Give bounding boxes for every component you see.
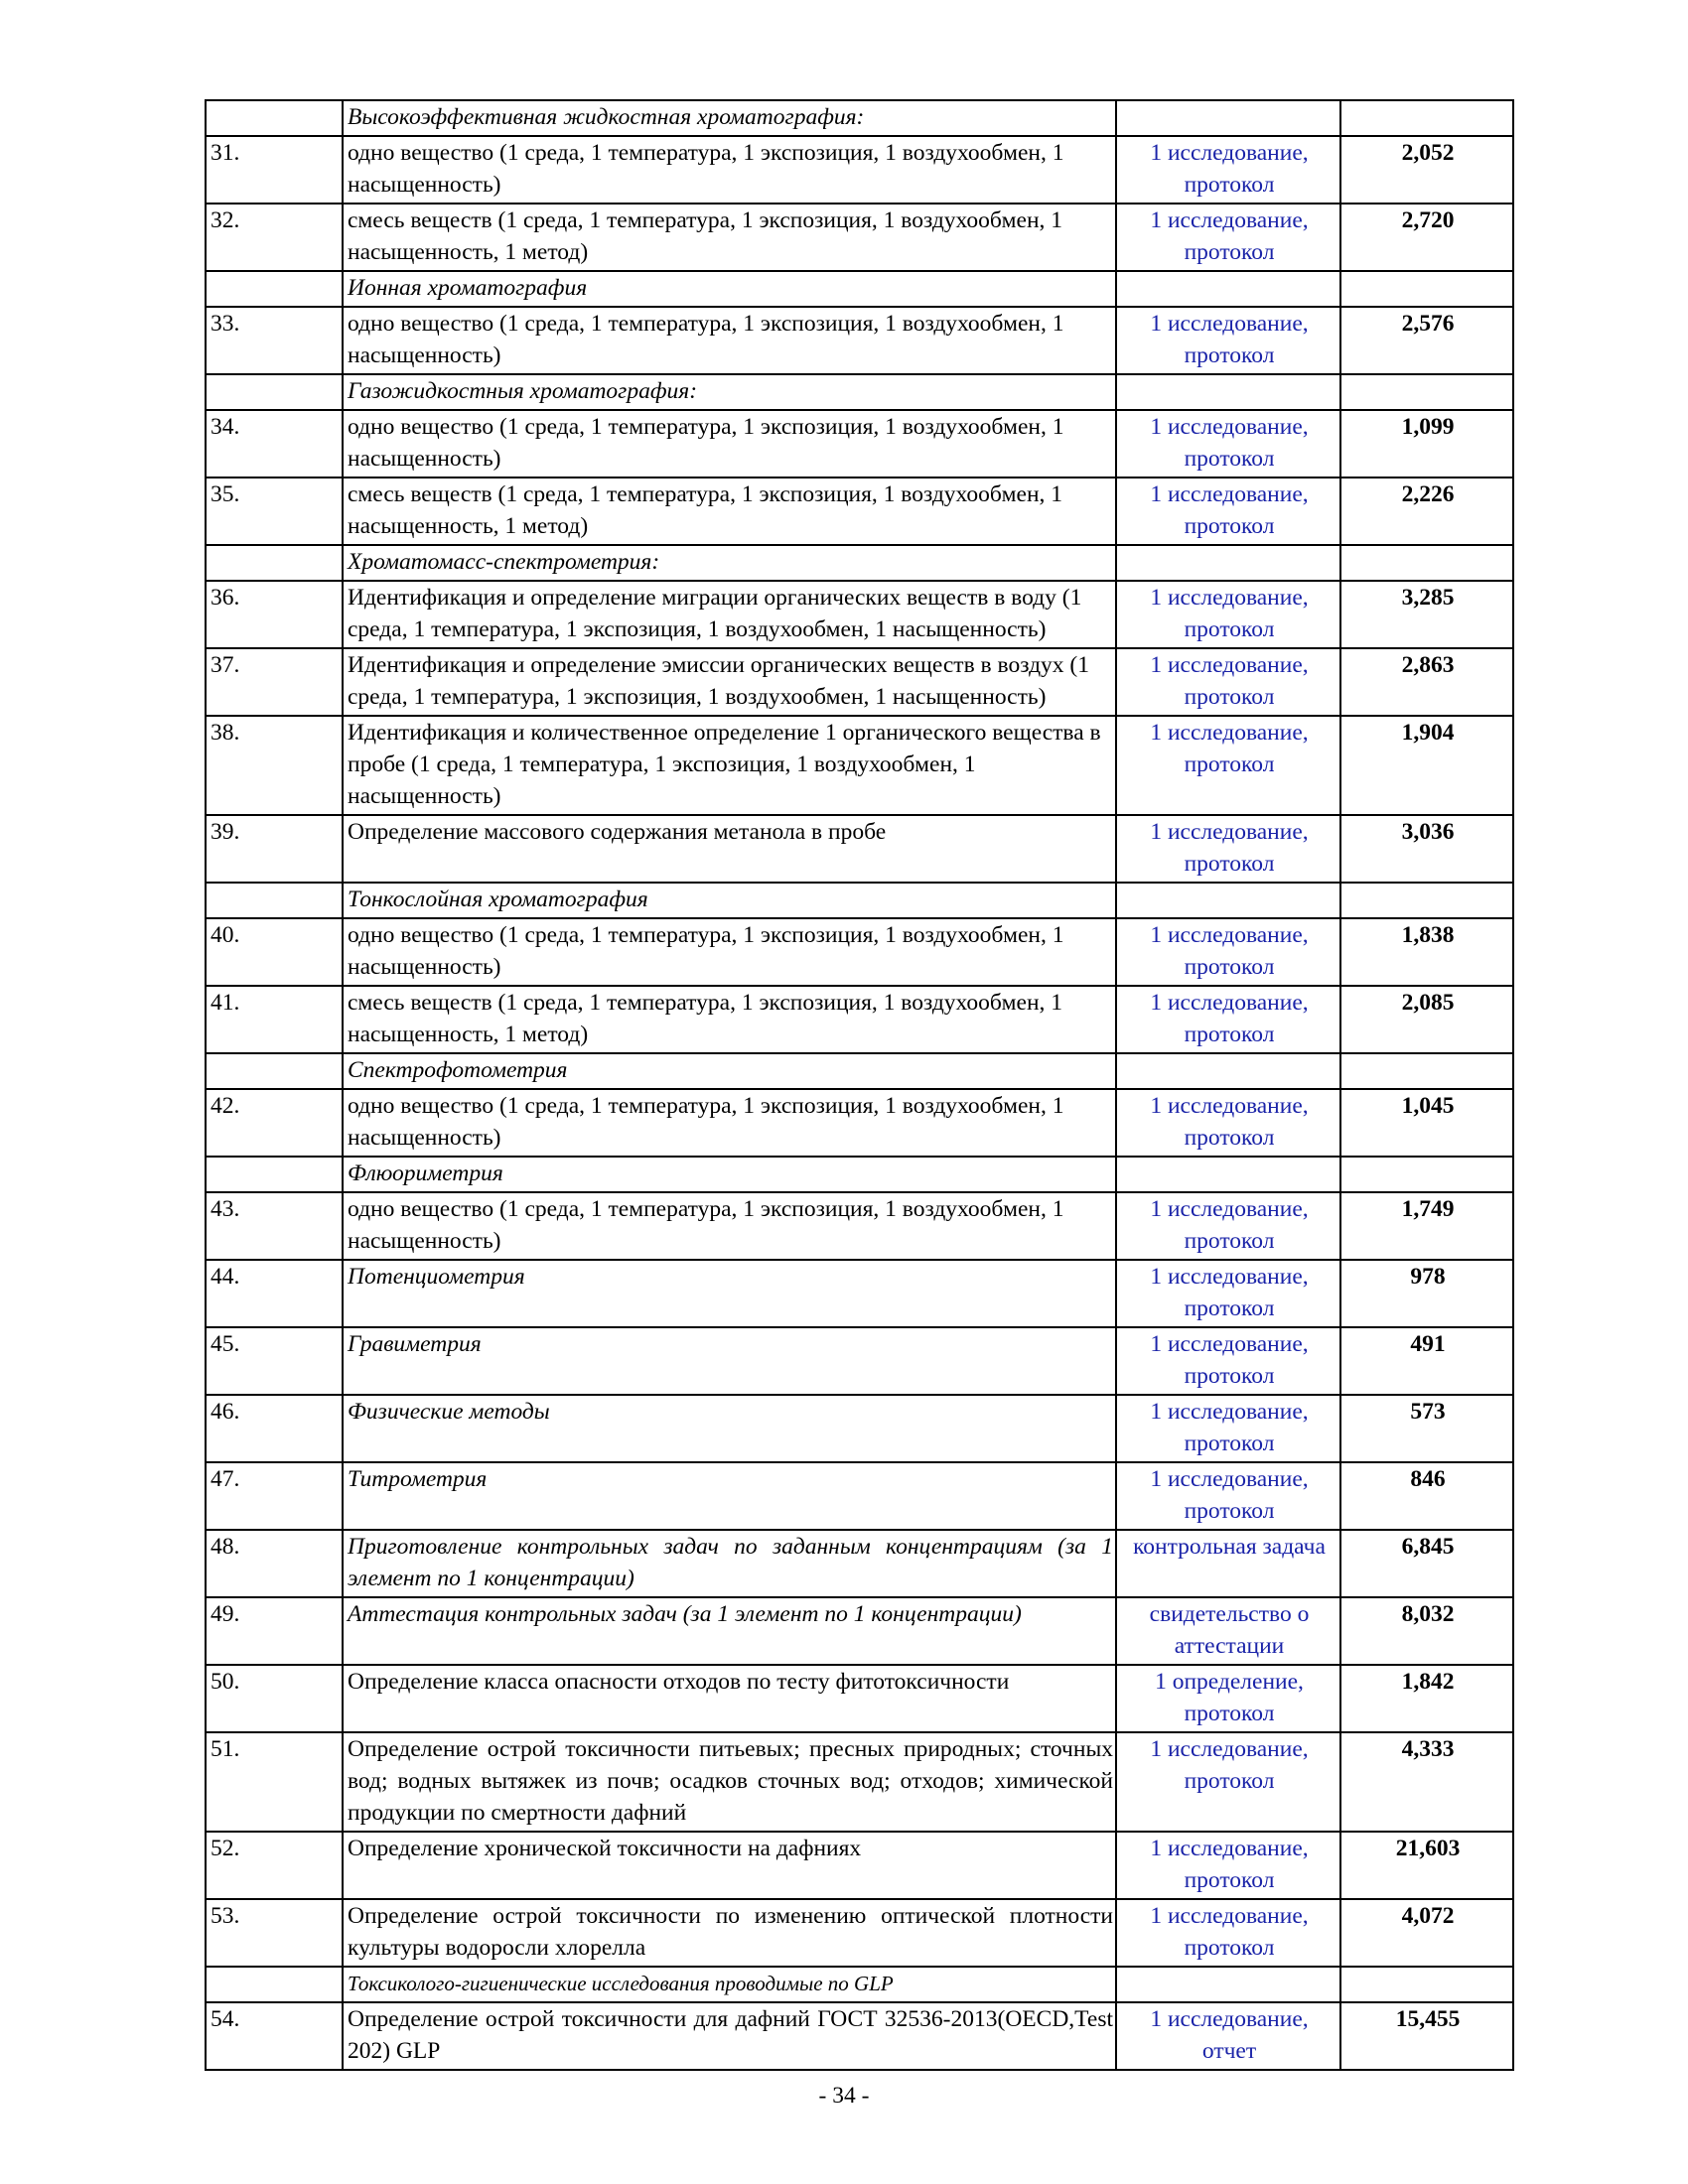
section-title: Ионная хроматография xyxy=(343,271,1116,307)
unit-cell xyxy=(1116,374,1340,410)
price-cell xyxy=(1340,100,1513,136)
item-number: 39. xyxy=(206,815,343,883)
section-title: Газожидкостныя хроматография: xyxy=(343,374,1116,410)
table-row xyxy=(206,307,1513,374)
item-description: одно вещество (1 среда, 1 температура, 1 экспозиция, 1 воздухообмен, 1 насыщенность) xyxy=(343,307,1116,374)
unit-cell xyxy=(1116,100,1340,136)
number-cell xyxy=(206,374,343,410)
item-description: Идентификация и определение эмиссии органических веществ в воздух (1 среда, 1 температура, 1 экспозиция, 1 воздухообмен, 1 насыщенность) xyxy=(343,648,1116,716)
item-price: 4,333 xyxy=(1340,1732,1513,1832)
item-number: 44. xyxy=(206,1260,343,1327)
item-number: 54. xyxy=(206,2002,343,2070)
item-description: одно вещество (1 среда, 1 температура, 1 экспозиция, 1 воздухообмен, 1 насыщенность) xyxy=(343,136,1116,204)
item-unit: 1 исследование, протокол xyxy=(1116,918,1340,986)
unit-cell xyxy=(1116,271,1340,307)
item-description: Гравиметрия xyxy=(343,1327,1116,1395)
item-unit: 1 исследование, протокол xyxy=(1116,1192,1340,1260)
section-title: Флюориметрия xyxy=(343,1157,1116,1192)
item-price: 491 xyxy=(1340,1327,1513,1395)
section-title: Хроматомасс-спектрометрия: xyxy=(343,545,1116,581)
table-row xyxy=(206,1899,1513,1967)
item-price: 1,838 xyxy=(1340,918,1513,986)
item-number: 51. xyxy=(206,1732,343,1832)
section-title: Токсиколого-гигиенические исследования проводимые по GLP xyxy=(343,1967,1116,2002)
item-price: 846 xyxy=(1340,1462,1513,1530)
item-description: Определение класса опасности отходов по тесту фитотоксичности xyxy=(343,1665,1116,1732)
item-number: 31. xyxy=(206,136,343,204)
item-price: 1,904 xyxy=(1340,716,1513,815)
unit-cell xyxy=(1116,1967,1340,2002)
table-row xyxy=(206,648,1513,716)
table-row xyxy=(206,986,1513,1053)
item-unit: 1 исследование, протокол xyxy=(1116,1327,1340,1395)
item-price: 2,052 xyxy=(1340,136,1513,204)
item-price: 2,863 xyxy=(1340,648,1513,716)
item-price: 6,845 xyxy=(1340,1530,1513,1597)
item-unit: 1 исследование, протокол xyxy=(1116,204,1340,271)
item-description: смесь веществ (1 среда, 1 температура, 1 экспозиция, 1 воздухообмен, 1 насыщенность, 1 метод) xyxy=(343,478,1116,545)
item-number: 48. xyxy=(206,1530,343,1597)
table-row xyxy=(206,1732,1513,1832)
price-cell xyxy=(1340,1157,1513,1192)
item-price: 1,749 xyxy=(1340,1192,1513,1260)
item-description: Аттестация контрольных задач (за 1 элемент по 1 концентрации) xyxy=(343,1597,1116,1665)
item-price: 21,603 xyxy=(1340,1832,1513,1899)
item-unit: 1 исследование, протокол xyxy=(1116,1832,1340,1899)
table-row xyxy=(206,1832,1513,1899)
table-row xyxy=(206,1665,1513,1732)
price-cell xyxy=(1340,374,1513,410)
price-cell xyxy=(1340,271,1513,307)
table-row xyxy=(206,581,1513,648)
item-unit: 1 исследование, протокол xyxy=(1116,410,1340,478)
number-cell xyxy=(206,100,343,136)
table-row xyxy=(206,204,1513,271)
item-number: 46. xyxy=(206,1395,343,1462)
item-number: 50. xyxy=(206,1665,343,1732)
item-description: Идентификация и определение миграции органических веществ в воду (1 среда, 1 температура, 1 экспозиция, 1 воздухообмен, 1 насыщенность) xyxy=(343,581,1116,648)
item-unit: 1 исследование, протокол xyxy=(1116,716,1340,815)
item-number: 33. xyxy=(206,307,343,374)
section-title: Спектрофотометрия xyxy=(343,1053,1116,1089)
table-row xyxy=(206,1462,1513,1530)
item-unit: 1 исследование, протокол xyxy=(1116,581,1340,648)
item-price: 2,085 xyxy=(1340,986,1513,1053)
item-description: одно вещество (1 среда, 1 температура, 1 экспозиция, 1 воздухообмен, 1 насыщенность) xyxy=(343,1089,1116,1157)
section-heading-row xyxy=(206,883,1513,918)
item-unit: 1 исследование, отчет xyxy=(1116,2002,1340,2070)
item-number: 34. xyxy=(206,410,343,478)
table-row xyxy=(206,410,1513,478)
item-description: одно вещество (1 среда, 1 температура, 1 экспозиция, 1 воздухообмен, 1 насыщенность) xyxy=(343,1192,1116,1260)
price-cell xyxy=(1340,883,1513,918)
item-unit: 1 исследование, протокол xyxy=(1116,648,1340,716)
table-row xyxy=(206,716,1513,815)
item-description: Определение острой токсичности питьевых; пресных природных; сточных вод; водных вытяжек из почв; осадков сточных вод; отходов; химической продукции по смертности дафний xyxy=(343,1732,1116,1832)
item-unit: 1 исследование, протокол xyxy=(1116,1899,1340,1967)
number-cell xyxy=(206,1053,343,1089)
section-heading-row xyxy=(206,545,1513,581)
item-number: 36. xyxy=(206,581,343,648)
item-price: 573 xyxy=(1340,1395,1513,1462)
item-number: 49. xyxy=(206,1597,343,1665)
item-description: Определение острой токсичности по изменению оптической плотности культуры водоросли хлорелла xyxy=(343,1899,1116,1967)
item-unit: контрольная задача xyxy=(1116,1530,1340,1597)
item-description: одно вещество (1 среда, 1 температура, 1 экспозиция, 1 воздухообмен, 1 насыщенность) xyxy=(343,918,1116,986)
item-number: 45. xyxy=(206,1327,343,1395)
table-row xyxy=(206,1395,1513,1462)
unit-cell xyxy=(1116,1157,1340,1192)
section-heading-row xyxy=(206,100,1513,136)
item-description: Определение хронической токсичности на дафниях xyxy=(343,1832,1116,1899)
item-unit: 1 исследование, протокол xyxy=(1116,136,1340,204)
item-number: 43. xyxy=(206,1192,343,1260)
item-number: 52. xyxy=(206,1832,343,1899)
item-description: Потенциометрия xyxy=(343,1260,1116,1327)
section-heading-row xyxy=(206,271,1513,307)
unit-cell xyxy=(1116,1053,1340,1089)
number-cell xyxy=(206,1157,343,1192)
item-description: Физические методы xyxy=(343,1395,1116,1462)
section-title: Тонкослойная хроматография xyxy=(343,883,1116,918)
item-price: 3,036 xyxy=(1340,815,1513,883)
number-cell xyxy=(206,271,343,307)
item-price: 1,842 xyxy=(1340,1665,1513,1732)
item-unit: 1 исследование, протокол xyxy=(1116,986,1340,1053)
item-unit: 1 исследование, протокол xyxy=(1116,1089,1340,1157)
page-number: - 34 - xyxy=(818,2083,870,2109)
table-row xyxy=(206,478,1513,545)
number-cell xyxy=(206,1967,343,2002)
item-price: 2,576 xyxy=(1340,307,1513,374)
item-price: 978 xyxy=(1340,1260,1513,1327)
item-description: одно вещество (1 среда, 1 температура, 1 экспозиция, 1 воздухообмен, 1 насыщенность) xyxy=(343,410,1116,478)
unit-cell xyxy=(1116,545,1340,581)
item-unit: 1 исследование, протокол xyxy=(1116,1462,1340,1530)
item-unit: 1 исследование, протокол xyxy=(1116,478,1340,545)
item-price: 3,285 xyxy=(1340,581,1513,648)
price-cell xyxy=(1340,545,1513,581)
table-row xyxy=(206,1327,1513,1395)
table-row xyxy=(206,1192,1513,1260)
item-price: 8,032 xyxy=(1340,1597,1513,1665)
table-row xyxy=(206,1260,1513,1327)
section-title: Высокоэффективная жидкостная хроматография: xyxy=(343,100,1116,136)
unit-cell xyxy=(1116,883,1340,918)
item-number: 35. xyxy=(206,478,343,545)
table-row xyxy=(206,918,1513,986)
item-unit: 1 исследование, протокол xyxy=(1116,307,1340,374)
item-number: 38. xyxy=(206,716,343,815)
item-price: 1,045 xyxy=(1340,1089,1513,1157)
item-unit: свидетельство о аттестации xyxy=(1116,1597,1340,1665)
section-heading-row xyxy=(206,1053,1513,1089)
table-row xyxy=(206,2002,1513,2070)
price-table xyxy=(205,99,1514,2071)
price-cell xyxy=(1340,1967,1513,2002)
item-number: 40. xyxy=(206,918,343,986)
item-description: Определение массового содержания метанола в пробе xyxy=(343,815,1116,883)
item-description: смесь веществ (1 среда, 1 температура, 1 экспозиция, 1 воздухообмен, 1 насыщенность, 1 метод) xyxy=(343,986,1116,1053)
item-number: 53. xyxy=(206,1899,343,1967)
section-heading-row xyxy=(206,1967,1513,2002)
number-cell xyxy=(206,545,343,581)
table-row xyxy=(206,1597,1513,1665)
table-row xyxy=(206,815,1513,883)
item-unit: 1 исследование, протокол xyxy=(1116,1395,1340,1462)
table-row xyxy=(206,1089,1513,1157)
item-description: Определение острой токсичности для дафний ГОСТ 32536-2013(OECD,Test 202) GLP xyxy=(343,2002,1116,2070)
item-number: 32. xyxy=(206,204,343,271)
item-unit: 1 исследование, протокол xyxy=(1116,815,1340,883)
item-description: Идентификация и количественное определение 1 органического вещества в пробе (1 среда, 1 температура, 1 экспозиция, 1 воздухообмен, 1 насыщенность) xyxy=(343,716,1116,815)
table-row xyxy=(206,136,1513,204)
item-unit: 1 исследование, протокол xyxy=(1116,1732,1340,1832)
table-body xyxy=(206,100,1513,2070)
item-price: 4,072 xyxy=(1340,1899,1513,1967)
item-description: Приготовление контрольных задач по заданным концентрациям (за 1 элемент по 1 концентрации) xyxy=(343,1530,1116,1597)
item-price: 1,099 xyxy=(1340,410,1513,478)
item-number: 47. xyxy=(206,1462,343,1530)
item-number: 37. xyxy=(206,648,343,716)
item-description: смесь веществ (1 среда, 1 температура, 1 экспозиция, 1 воздухообмен, 1 насыщенность, 1 метод) xyxy=(343,204,1116,271)
item-unit: 1 определение, протокол xyxy=(1116,1665,1340,1732)
item-description: Титрометрия xyxy=(343,1462,1116,1530)
price-cell xyxy=(1340,1053,1513,1089)
item-price: 2,226 xyxy=(1340,478,1513,545)
section-heading-row xyxy=(206,1157,1513,1192)
number-cell xyxy=(206,883,343,918)
item-number: 42. xyxy=(206,1089,343,1157)
item-price: 15,455 xyxy=(1340,2002,1513,2070)
item-number: 41. xyxy=(206,986,343,1053)
item-unit: 1 исследование, протокол xyxy=(1116,1260,1340,1327)
table-row xyxy=(206,1530,1513,1597)
item-price: 2,720 xyxy=(1340,204,1513,271)
section-heading-row xyxy=(206,374,1513,410)
